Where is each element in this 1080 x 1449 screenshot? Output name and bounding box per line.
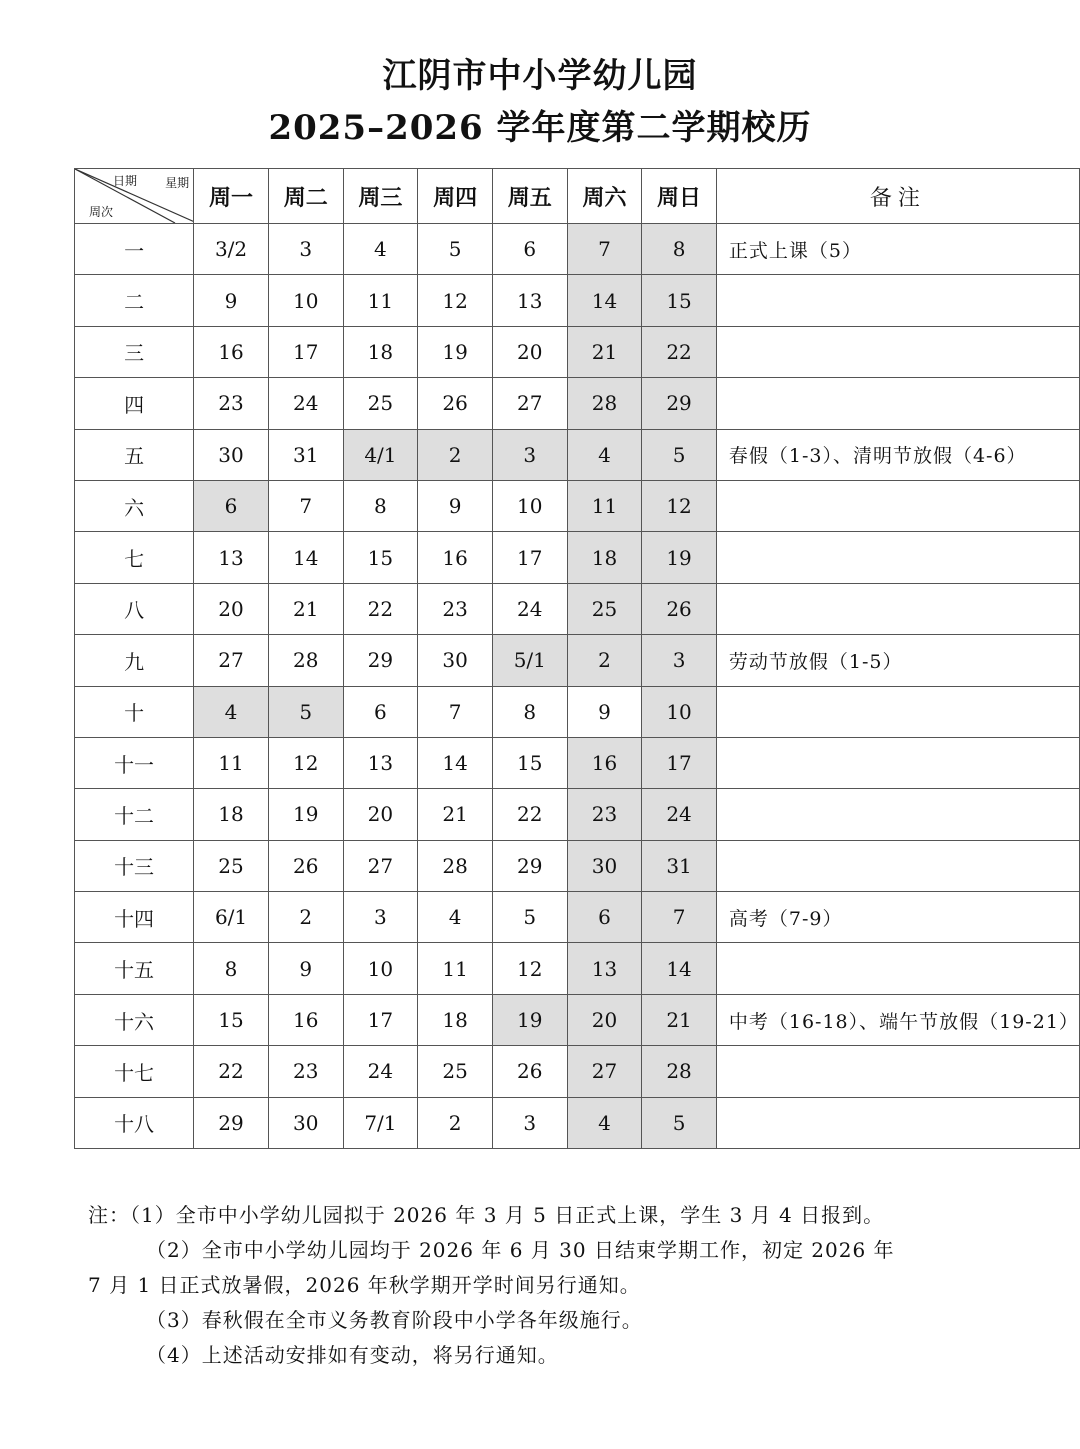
date-cell: 29 [194, 1097, 269, 1148]
date-cell: 29 [492, 840, 567, 891]
date-cell-holiday: 17 [642, 737, 717, 788]
date-cell-holiday: 25 [567, 583, 642, 634]
remark-cell [716, 789, 1079, 840]
date-cell-holiday: 22 [642, 326, 717, 377]
week-number-cell: 二 [75, 275, 194, 326]
date-cell: 2 [268, 892, 343, 943]
corner-week-label: 周次 [89, 205, 114, 219]
date-cell-holiday: 28 [567, 378, 642, 429]
date-cell: 21 [268, 583, 343, 634]
remark-cell [716, 583, 1079, 634]
date-cell-holiday: 4 [194, 686, 269, 737]
date-cell: 10 [492, 480, 567, 531]
date-cell: 28 [418, 840, 493, 891]
date-cell: 30 [268, 1097, 343, 1148]
remark-cell [716, 686, 1079, 737]
date-cell: 18 [194, 789, 269, 840]
date-cell-holiday: 19 [492, 994, 567, 1045]
date-cell-holiday: 16 [567, 737, 642, 788]
date-cell: 22 [194, 1046, 269, 1097]
date-cell-holiday: 23 [567, 789, 642, 840]
remark-cell: 春假（1-3）、清明节放假（4-6） [716, 429, 1079, 480]
date-cell: 17 [343, 994, 418, 1045]
notes-section [88, 1198, 988, 1373]
week-number-cell: 十一 [75, 737, 194, 788]
week-number-cell: 十七 [75, 1046, 194, 1097]
date-cell: 12 [268, 737, 343, 788]
date-cell: 6 [492, 224, 567, 275]
date-cell: 23 [418, 583, 493, 634]
table-row [75, 737, 1080, 788]
date-cell-holiday: 14 [567, 275, 642, 326]
week-number-cell: 一 [75, 224, 194, 275]
date-cell: 23 [268, 1046, 343, 1097]
table-row [75, 480, 1080, 531]
date-cell: 18 [418, 994, 493, 1045]
week-number-cell: 十五 [75, 943, 194, 994]
date-cell: 29 [343, 635, 418, 686]
date-cell-holiday: 4 [567, 1097, 642, 1148]
date-cell-holiday: 29 [642, 378, 717, 429]
date-cell: 21 [418, 789, 493, 840]
header-thursday: 周四 [418, 169, 493, 224]
table-row [75, 224, 1080, 275]
date-cell: 13 [194, 532, 269, 583]
remark-cell [716, 1046, 1079, 1097]
date-cell: 25 [418, 1046, 493, 1097]
table-header-row [75, 169, 1080, 224]
date-cell-holiday: 24 [642, 789, 717, 840]
date-cell-holiday: 28 [642, 1046, 717, 1097]
date-cell-holiday: 7 [642, 892, 717, 943]
date-cell: 15 [492, 737, 567, 788]
date-cell-holiday: 11 [567, 480, 642, 531]
date-cell: 18 [343, 326, 418, 377]
date-cell: 31 [268, 429, 343, 480]
date-cell-holiday: 10 [642, 686, 717, 737]
date-cell: 19 [268, 789, 343, 840]
remark-cell [716, 1097, 1079, 1148]
note-line: （2）全市中小学幼儿园均于 2026 年 6 月 30 日结束学期工作，初定 2026 年 [146, 1238, 895, 1262]
note-line: （3）春秋假在全市义务教育阶段中小学各年级施行。 [146, 1308, 643, 1332]
page-title: 江阴市中小学幼儿园 [382, 56, 698, 96]
week-number-cell: 五 [75, 429, 194, 480]
remark-cell [716, 275, 1079, 326]
date-cell-holiday: 21 [642, 994, 717, 1045]
date-cell: 10 [268, 275, 343, 326]
week-number-cell: 六 [75, 480, 194, 531]
date-cell-holiday: 12 [642, 480, 717, 531]
corner-date-label: 日期 [113, 174, 138, 188]
date-cell: 11 [343, 275, 418, 326]
date-cell-holiday: 5 [642, 1097, 717, 1148]
header-remarks: 备注 [716, 169, 1079, 224]
calendar-body [75, 224, 1080, 1149]
date-cell: 9 [418, 480, 493, 531]
corner-day-label: 星期 [165, 176, 190, 190]
date-cell: 7 [268, 480, 343, 531]
date-cell-holiday: 27 [567, 1046, 642, 1097]
date-cell: 4 [343, 224, 418, 275]
date-cell: 28 [268, 635, 343, 686]
date-cell: 20 [194, 583, 269, 634]
header-saturday: 周六 [567, 169, 642, 224]
date-cell-holiday: 3 [492, 429, 567, 480]
date-cell-holiday: 21 [567, 326, 642, 377]
date-cell: 22 [343, 583, 418, 634]
date-cell: 3 [268, 224, 343, 275]
date-cell: 17 [492, 532, 567, 583]
table-row [75, 789, 1080, 840]
corner-header-cell [75, 169, 194, 224]
note-line: 注：（1）全市中小学幼儿园拟于 2026 年 3 月 5 日正式上课，学生 3 月 4 日报到。 [88, 1203, 885, 1227]
date-cell-holiday: 2 [567, 635, 642, 686]
date-cell-holiday: 14 [642, 943, 717, 994]
date-cell-holiday: 30 [567, 840, 642, 891]
date-cell: 19 [418, 326, 493, 377]
date-cell: 30 [418, 635, 493, 686]
date-cell: 27 [492, 378, 567, 429]
table-row [75, 583, 1080, 634]
date-cell: 3 [343, 892, 418, 943]
header-wednesday: 周三 [343, 169, 418, 224]
date-cell-holiday: 6 [567, 892, 642, 943]
week-number-cell: 十 [75, 686, 194, 737]
date-cell: 9 [268, 943, 343, 994]
header-sunday: 周日 [642, 169, 717, 224]
table-row [75, 892, 1080, 943]
date-cell-holiday: 4/1 [343, 429, 418, 480]
date-cell-holiday: 18 [567, 532, 642, 583]
date-cell: 10 [343, 943, 418, 994]
table-row [75, 378, 1080, 429]
date-cell: 16 [194, 326, 269, 377]
date-cell: 8 [492, 686, 567, 737]
date-cell: 20 [343, 789, 418, 840]
header-tuesday: 周二 [268, 169, 343, 224]
date-cell-holiday: 5/1 [492, 635, 567, 686]
week-number-cell: 三 [75, 326, 194, 377]
date-cell: 6/1 [194, 892, 269, 943]
header-monday: 周一 [194, 169, 269, 224]
date-cell-holiday: 26 [642, 583, 717, 634]
date-cell: 30 [194, 429, 269, 480]
date-cell: 14 [268, 532, 343, 583]
note-line: （4）上述活动安排如有变动，将另行通知。 [146, 1343, 559, 1367]
date-cell-holiday: 3 [642, 635, 717, 686]
date-cell-holiday: 5 [642, 429, 717, 480]
date-cell: 24 [343, 1046, 418, 1097]
date-cell: 25 [194, 840, 269, 891]
date-cell: 8 [343, 480, 418, 531]
date-cell-holiday: 6 [194, 480, 269, 531]
week-number-cell: 七 [75, 532, 194, 583]
date-cell-holiday: 4 [567, 429, 642, 480]
table-row [75, 686, 1080, 737]
date-cell: 8 [194, 943, 269, 994]
date-cell: 22 [492, 789, 567, 840]
date-cell-holiday: 8 [642, 224, 717, 275]
date-cell: 20 [492, 326, 567, 377]
table-row [75, 326, 1080, 377]
date-cell: 16 [268, 994, 343, 1045]
date-cell: 13 [492, 275, 567, 326]
date-cell: 27 [194, 635, 269, 686]
date-cell: 14 [418, 737, 493, 788]
table-row [75, 994, 1080, 1045]
table-row [75, 1097, 1080, 1148]
week-number-cell: 九 [75, 635, 194, 686]
date-cell: 17 [268, 326, 343, 377]
date-cell: 12 [418, 275, 493, 326]
date-cell-holiday: 7 [567, 224, 642, 275]
date-cell: 24 [492, 583, 567, 634]
remark-cell: 中考（16-18）、端午节放假（19-21） [716, 994, 1079, 1045]
remark-cell: 劳动节放假（1-5） [716, 635, 1079, 686]
date-cell: 2 [418, 1097, 493, 1148]
week-number-cell: 八 [75, 583, 194, 634]
date-cell-holiday: 5 [268, 686, 343, 737]
remark-cell [716, 943, 1079, 994]
date-cell: 16 [418, 532, 493, 583]
date-cell-holiday: 31 [642, 840, 717, 891]
week-number-cell: 十八 [75, 1097, 194, 1148]
date-cell: 15 [194, 994, 269, 1045]
date-cell: 11 [418, 943, 493, 994]
date-cell: 3/2 [194, 224, 269, 275]
week-number-cell: 十四 [75, 892, 194, 943]
school-calendar-table [74, 168, 1080, 1149]
date-cell: 26 [492, 1046, 567, 1097]
note-line: 7 月 1 日正式放暑假，2026 年秋学期开学时间另行通知。 [88, 1273, 641, 1297]
week-number-cell: 十六 [75, 994, 194, 1045]
date-cell: 7 [418, 686, 493, 737]
date-cell: 9 [194, 275, 269, 326]
table-row [75, 532, 1080, 583]
date-cell: 3 [492, 1097, 567, 1148]
week-number-cell: 十二 [75, 789, 194, 840]
date-cell: 12 [492, 943, 567, 994]
date-cell-holiday: 2 [418, 429, 493, 480]
date-cell-holiday: 13 [567, 943, 642, 994]
date-cell: 23 [194, 378, 269, 429]
remark-cell [716, 532, 1079, 583]
table-row [75, 1046, 1080, 1097]
date-cell-holiday: 15 [642, 275, 717, 326]
table-row [75, 943, 1080, 994]
table-row [75, 840, 1080, 891]
remark-cell [716, 378, 1079, 429]
remark-cell [716, 840, 1079, 891]
date-cell: 27 [343, 840, 418, 891]
date-cell: 15 [343, 532, 418, 583]
date-cell: 24 [268, 378, 343, 429]
page-subtitle: 2025–2026 学年度第二学期校历 [268, 108, 812, 148]
date-cell: 5 [492, 892, 567, 943]
date-cell-holiday: 19 [642, 532, 717, 583]
header-friday: 周五 [492, 169, 567, 224]
date-cell: 11 [194, 737, 269, 788]
remark-cell: 正式上课（5） [716, 224, 1079, 275]
date-cell: 9 [567, 686, 642, 737]
date-cell: 7/1 [343, 1097, 418, 1148]
remark-cell: 高考（7-9） [716, 892, 1079, 943]
remark-cell [716, 326, 1079, 377]
remark-cell [716, 737, 1079, 788]
week-number-cell: 四 [75, 378, 194, 429]
date-cell: 26 [418, 378, 493, 429]
date-cell: 25 [343, 378, 418, 429]
table-row [75, 275, 1080, 326]
date-cell: 13 [343, 737, 418, 788]
date-cell: 26 [268, 840, 343, 891]
date-cell-holiday: 20 [567, 994, 642, 1045]
week-number-cell: 十三 [75, 840, 194, 891]
date-cell: 4 [418, 892, 493, 943]
table-row [75, 429, 1080, 480]
remark-cell [716, 480, 1079, 531]
table-row [75, 635, 1080, 686]
date-cell: 5 [418, 224, 493, 275]
date-cell: 6 [343, 686, 418, 737]
